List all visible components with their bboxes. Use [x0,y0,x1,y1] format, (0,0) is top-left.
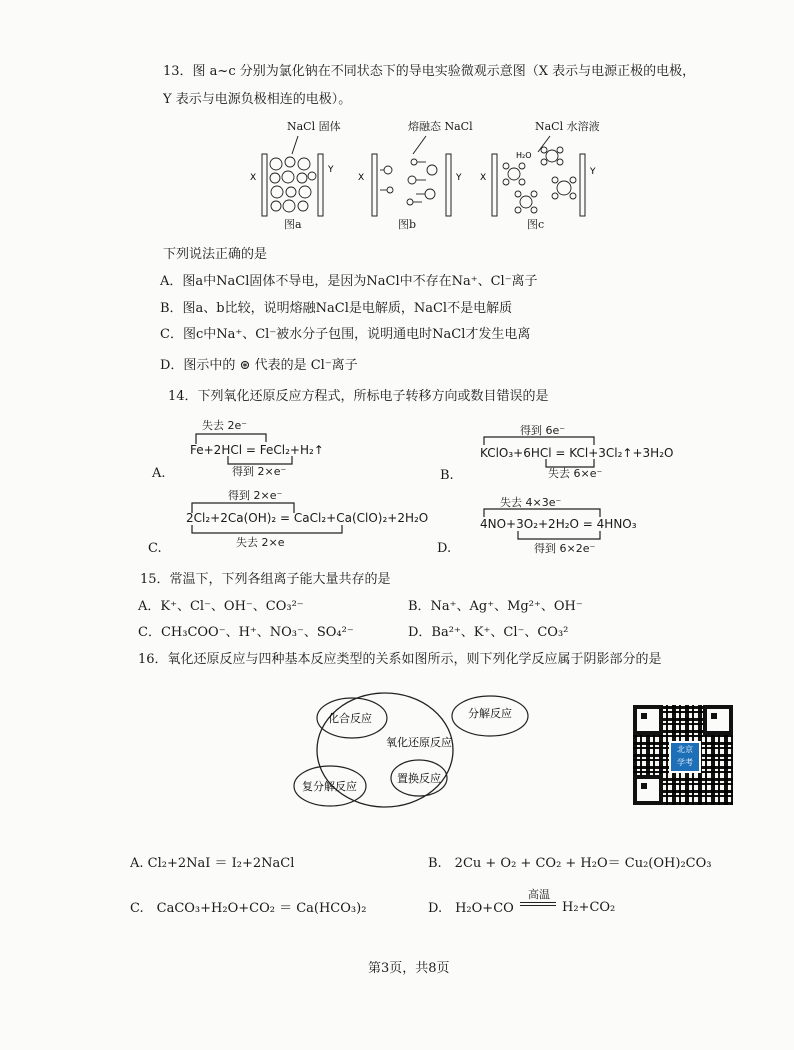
q14b-letter: B. [440,468,454,483]
q14a-equation: Fe+2HCl = FeCl₂+H₂↑ [190,443,324,457]
q15-option-d: D．Ba²⁺、K⁺、Cl⁻、CO₃² [408,625,569,640]
fig-b-label: 熔融态 NaCl [408,120,473,133]
q16-option-d-left: D. H₂O+CO [428,901,514,916]
q16-option-b: B. 2Cu + O₂ + CO₂ + H₂O＝ Cu₂(OH)₂CO₃ [428,856,712,871]
fig-c-y: Y [590,167,596,177]
q13-option-c: C．图c中Na⁺、Cl⁻被水分子包围，说明通电时NaCl才发生电离 [160,327,531,342]
page-footer: 第3页，共8页 [368,961,450,976]
q14a-top-label: 失去 2e⁻ [202,419,248,432]
q16-stem: 16．氧化还原反应与四种基本反应类型的关系如图所示，则下列化学反应属于阴影部分的是 [138,652,662,667]
q14b-top-label: 得到 6e⁻ [520,424,566,437]
q14d-letter: D. [437,541,452,556]
q14c-top-label: 得到 2×e⁻ [228,489,283,502]
venn-redox: 氧化还原反应 [386,736,452,749]
fig-b-caption: 图b [398,218,417,231]
q13-option-b: B．图a、b比较，说明熔融NaCl是电解质，NaCl不是电解质 [160,301,513,316]
q13-stem-line1: 13．图 a~c 分别为氯化钠在不同状态下的导电实验微观示意图（X 表示与电源正极的电极， [163,64,696,79]
fig-c-label: NaCl 水溶液 [535,120,600,133]
q16-option-a: A. Cl₂+2NaI ＝ I₂+2NaCl [130,856,295,871]
q14c-letter: C. [148,541,162,556]
qr-finder [703,705,733,735]
venn-double-decomposition: 复分解反应 [302,780,357,793]
qr-logo: 北京 学考 [669,741,701,773]
reaction-arrow-line [520,902,556,903]
fig-c-caption: 图c [527,218,545,231]
q15-option-c: C．CH₃COO⁻、H⁺、NO₃⁻、SO₄²⁻ [138,625,354,640]
q15-stem: 15．常温下，下列各组离子能大量共存的是 [140,572,391,587]
venn-displacement: 置换反应 [397,772,441,785]
q15-option-b: B．Na⁺、Ag⁺、Mg²⁺、OH⁻ [408,599,583,614]
q14c-equation: 2Cl₂+2Ca(OH)₂ = CaCl₂+Ca(ClO)₂+2H₂O [186,511,429,525]
q16-option-d-right: H₂+CO₂ [562,900,616,915]
q14a-bottom-label: 得到 2×e⁻ [232,465,287,478]
fig-a-label: NaCl 固体 [287,120,341,133]
q13-prompt: 下列说法正确的是 [163,247,268,262]
q13-option-a: A．图a中NaCl固体不导电，是因为NaCl中不存在Na⁺、Cl⁻离子 [160,274,538,289]
q13-stem-line2: Y 表示与电源负极相连的电极）。 [163,92,352,107]
q14a-letter: A. [152,466,166,481]
q14c-bottom-label: 失去 2×e [236,536,285,549]
fig-b-y: Y [456,173,462,183]
q15-option-a: A．K⁺、Cl⁻、OH⁻、CO₃²⁻ [138,599,304,614]
qr-finder [633,775,663,805]
reaction-arrow-line [520,905,556,906]
venn-decomposition: 分解反应 [468,707,512,720]
fig-c-x: X [480,173,487,183]
venn-combination: 化合反应 [328,712,372,725]
fig-a-caption: 图a [284,218,302,231]
q14b-bottom-label: 失去 6×e⁻ [548,467,603,480]
fig-a-x: X [250,173,257,183]
q14-stem: 14．下列氧化还原反应方程式，所标电子转移方向或数目错误的是 [168,389,549,404]
q16-option-c: C. CaCO₃+H₂O+CO₂ ＝ Ca(HCO₃)₂ [130,901,367,916]
q14d-top-label: 失去 4×3e⁻ [500,496,562,509]
q14d-bottom-label: 得到 6×2e⁻ [534,542,596,555]
q14b-equation: KClO₃+6HCl = KCl+3Cl₂↑+3H₂O [480,446,674,460]
fig-a-y: Y [328,165,334,175]
qr-finder [633,705,663,735]
water-label: H₂O [516,151,532,160]
q14d-equation: 4NO+3O₂+2H₂O = 4HNO₃ [480,517,637,531]
fig-b-x: X [358,173,365,183]
q13-option-d: D．图示中的 ⊛ 代表的是 Cl⁻离子 [160,358,358,373]
q16-option-d-condition: 高温 [528,888,550,901]
qr-code [633,705,733,805]
reaction-venn-diagram [290,690,540,820]
